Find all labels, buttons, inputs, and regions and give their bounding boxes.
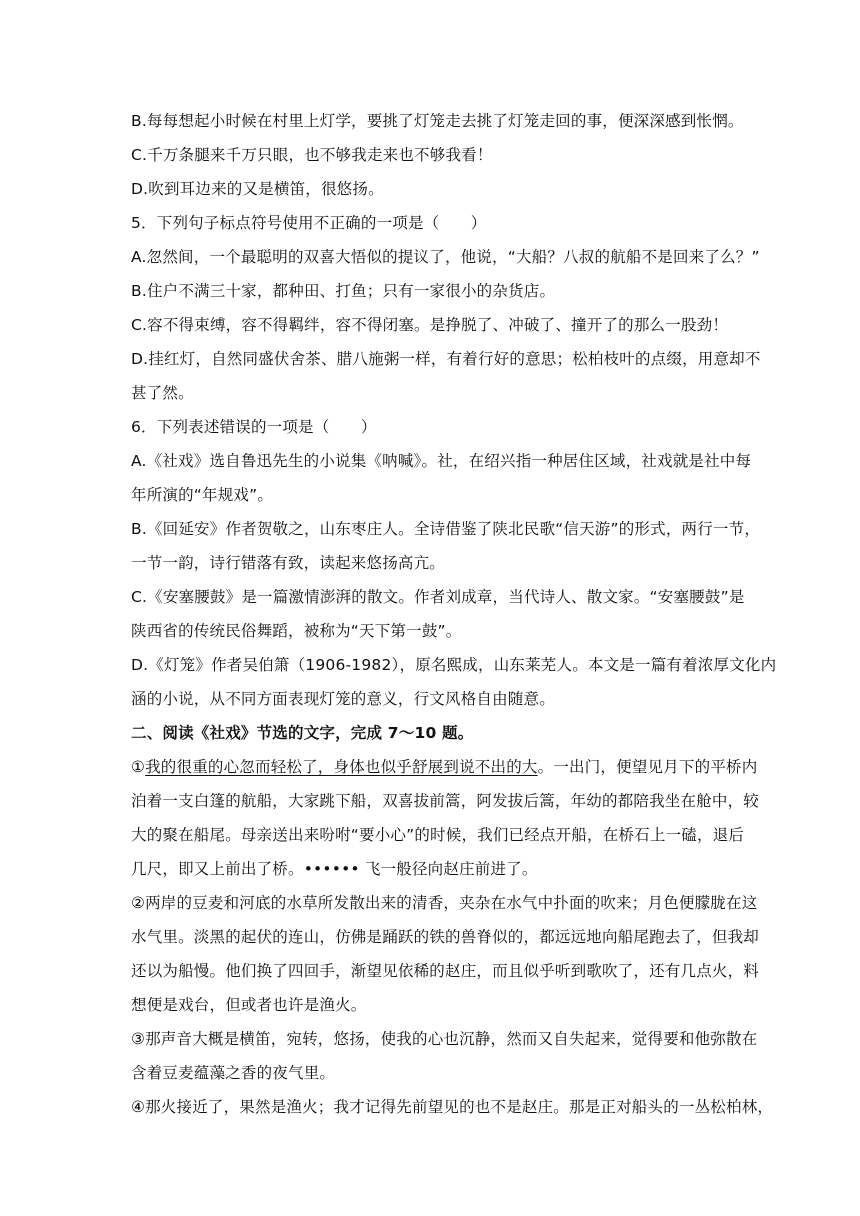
passage-line: 含着豆麦蕴藻之香的夜气里。 [131, 1064, 336, 1082]
passage-line: 水气里。淡黑的起伏的连山，仿佛是踊跃的铁的兽脊似的，都远远地向船尾跑去了，但我却 [131, 928, 760, 946]
paragraph-text: 。一出门，便望见月下的平桥内 [537, 758, 758, 776]
question-6-option-d: D.《灯笼》作者吴伯箫（1906-1982），原名熙成，山东莱芜人。本文是一篇有着浓厚文化内 [131, 656, 777, 674]
passage-line: 泊着一支白篷的航船，大家跳下船，双喜拔前篙，阿发拔后篙，年幼的都陪我坐在舱中，较 [131, 792, 760, 810]
question-6-option-d-cont: 涵的小说，从不同方面表现灯笼的意义，行文风格自由随意。 [131, 690, 555, 708]
question-6-option-b-cont: 一节一韵，诗行错落有致，读起来悠扬高亢。 [131, 554, 446, 572]
underlined-sentence: 我的很重的心忽而轻松了，身体也似乎舒展到说不出的大 [145, 758, 538, 776]
question-6-option-a-cont: 年所演的“年规戏”。 [131, 486, 274, 504]
paragraph-number: ① [131, 758, 146, 776]
passage-paragraph-3-line-1: ③那声音大概是横笛，宛转，悠扬，使我的心也沉静，然而又自失起来，觉得要和他弥散在 [131, 1030, 758, 1048]
question-5-option-c: C.容不得束缚，容不得羁绊，容不得闭塞。是挣脱了、冲破了、撞开了的那么一股劲！ [131, 316, 729, 334]
question-6-option-c-cont: 陕西省的传统民俗舞蹈，被称为“天下第一鼓”。 [131, 622, 462, 640]
question-5-option-b: B.住户不满三十家，都种田、打鱼；只有一家很小的杂货店。 [131, 282, 556, 300]
question-6-option-c: C.《安塞腰鼓》是一篇激情澎湃的散文。作者刘成章，当代诗人、散文家。“安塞腰鼓”是 [131, 588, 745, 606]
question-6-option-a: A.《社戏》选自鲁迅先生的小说集《呐喊》。社，在绍兴指一种居住区域，社戏就是社中每 [131, 452, 752, 470]
passage-paragraph-2-line-1: ②两岸的豆麦和河底的水草所发散出来的清香，夹杂在水气中扑面的吹来；月色便朦胧在这 [131, 894, 758, 912]
question-5-option-d-cont: 甚了然。 [131, 384, 194, 402]
question-5-option-a: A.忽然间，一个最聪明的双喜大悟似的提议了，他说，“大船？八叔的航船不是回来了么？” [131, 248, 760, 266]
question-6-title: 6．下列表述错误的一项是（ ） [131, 418, 377, 436]
section-two-heading: 二、阅读《社戏》节选的文字，完成 7～10 题。 [131, 724, 474, 742]
passage-paragraph-1-line-1 [131, 757, 758, 777]
question-6-option-b: B.《回延安》作者贺敬之，山东枣庄人。全诗借鉴了陕北民歌“信天游”的形式，两行一节， [131, 520, 761, 538]
option-c-line: C.千万条腿来千万只眼，也不够我走来也不够我看！ [131, 146, 493, 164]
passage-line: 大的聚在船尾。母亲送出来吩咐“要小心”的时候，我们已经点开船，在桥石上一磕，退后 [131, 826, 745, 844]
passage-line: 几尺，即又上前出了桥。•••••• 飞一般径向赵庄前进了。 [131, 860, 538, 878]
passage-line: 还以为船慢。他们换了四回手，渐望见依稀的赵庄，而且似乎听到歌吹了，还有几点火，料 [131, 962, 760, 980]
passage-paragraph-4-line-1: ④那火接近了，果然是渔火；我才记得先前望见的也不是赵庄。那是正对船头的一丛松柏林， [131, 1098, 774, 1116]
question-5-option-d: D.挂红灯，自然同盛伏舍茶、腊八施粥一样，有着行好的意思；松柏枝叶的点缀，用意却不 [131, 350, 761, 368]
question-5-title: 5．下列句子标点符号使用不正确的一项是（ ） [131, 214, 487, 232]
option-d-line: D.吹到耳边来的又是横笛，很悠扬。 [131, 180, 384, 198]
option-b-line: B.每每想起小时候在村里上灯学，要挑了灯笼走去挑了灯笼走回的事，便深深感到怅惘。 [131, 112, 744, 130]
passage-line: 想便是戏台，但或者也许是渔火。 [131, 996, 367, 1014]
